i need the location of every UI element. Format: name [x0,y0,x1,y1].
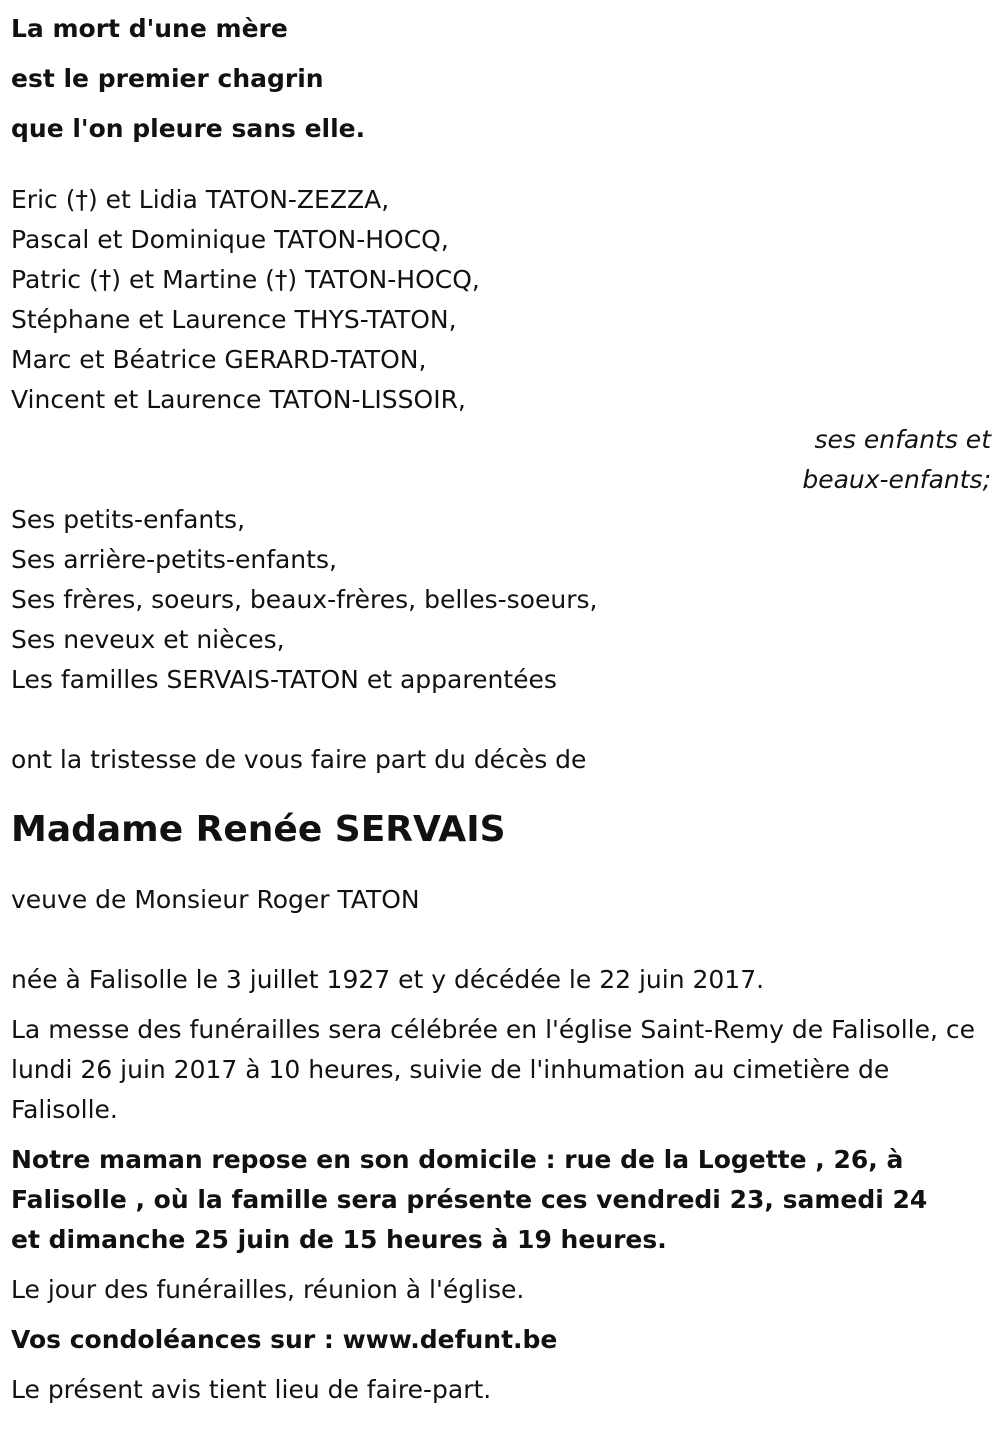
child-entry: Stéphane et Laurence THYS-TATON, [11,305,457,334]
meeting: Le jour des funérailles, réunion à l'église. [11,1275,525,1304]
children-role-line-2: beaux-enfants; [802,465,991,494]
deceased-name: Madame Renée SERVAIS [11,809,506,850]
funeral-mass: La messe des funérailles sera célébrée en l'église Saint-Remy de Falisolle, ce lundi 26 juin 2017 à 10 heures, suivie de l'inhumation au cimetière de Falisolle. [11,1015,976,1124]
family-entry: Les familles SERVAIS-TATON et apparentées [11,665,557,694]
widow-of: veuve de Monsieur Roger TATON [11,885,420,914]
children-role [11,420,991,500]
quote-line-2: est le premier chagrin [11,64,324,93]
quote-line-1: La mort d'une mère [11,14,288,43]
birth-death: née à Falisolle le 3 juillet 1927 et y décédée le 22 juin 2017. [11,965,765,994]
announcement: ont la tristesse de vous faire part du décès de [11,745,587,774]
family-list [11,500,991,700]
family-entry: Ses arrière-petits-enfants, [11,545,337,574]
quote-line-3: que l'on pleure sans elle. [11,114,366,143]
family-entry: Ses neveux et nièces, [11,625,285,654]
spacer [11,700,991,740]
visitation: Notre maman repose en son domicile : rue de la Logette , 26, à Falisolle , où la famille sera présente ces vendredi 23, samedi 24 et dimanche 25 juin de 15 heures à 19 heures. [11,1145,928,1254]
children-list [11,180,991,420]
child-entry: Marc et Béatrice GERARD-TATON, [11,345,427,374]
child-entry: Vincent et Laurence TATON-LISSOIR, [11,385,466,414]
spacer [11,920,991,960]
notice: Le présent avis tient lieu de faire-part. [11,1375,492,1404]
child-entry: Eric (†) et Lidia TATON-ZEZZA, [11,185,390,214]
condolences: Vos condoléances sur : www.defunt.be [11,1325,558,1354]
family-entry: Ses petits-enfants, [11,505,246,534]
child-entry: Pascal et Dominique TATON-HOCQ, [11,225,449,254]
obituary-content [11,4,991,1410]
children-role-line-1: ses enfants et [814,425,991,454]
family-entry: Ses frères, soeurs, beaux-frères, belles-soeurs, [11,585,598,614]
opening-quote [11,4,991,154]
child-entry: Patric (†) et Martine (†) TATON-HOCQ, [11,265,480,294]
